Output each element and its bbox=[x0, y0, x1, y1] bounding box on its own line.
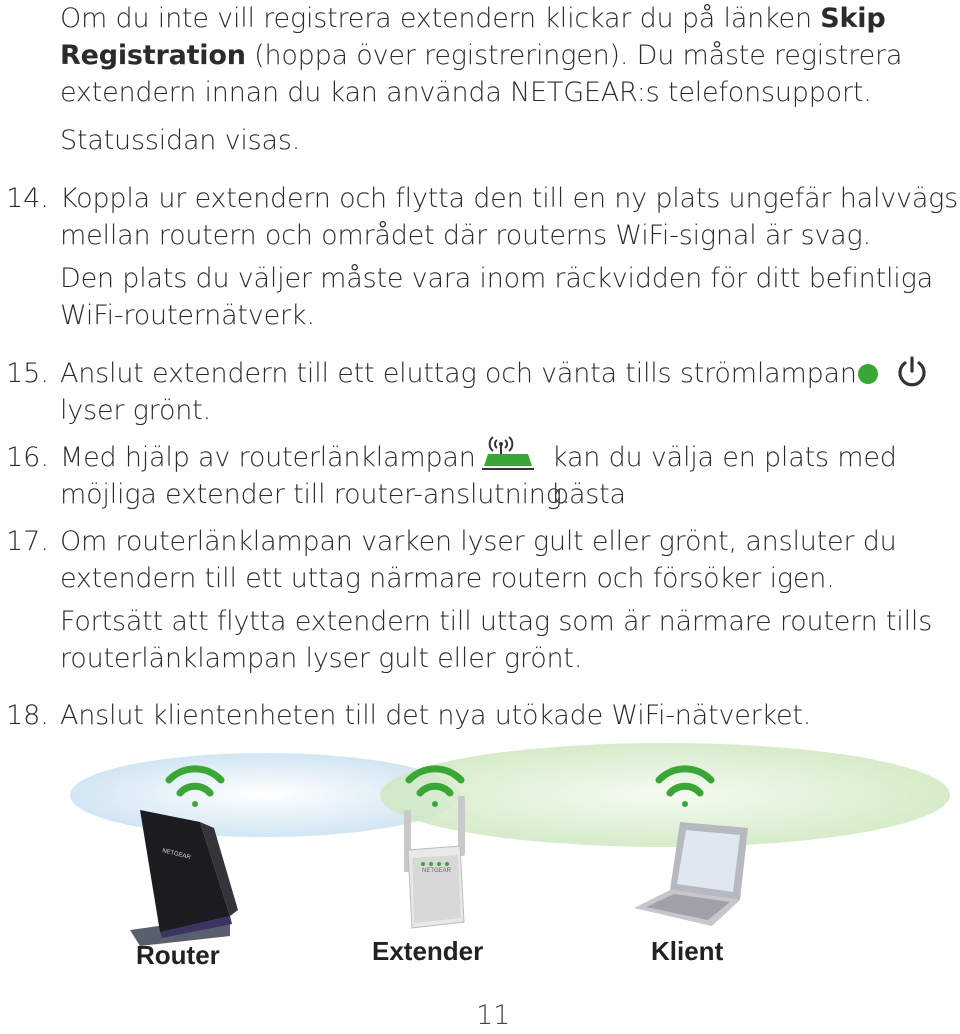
step-line: Anslut extendern till ett eluttag och vänta tills strömlampan bbox=[60, 358, 857, 389]
router-label: Router bbox=[136, 940, 220, 970]
step-17-text bbox=[60, 523, 897, 597]
intro-text: extendern innan du kan använda NETGEAR:s telefonsupport. bbox=[60, 77, 872, 108]
client-label: Klient bbox=[651, 936, 724, 966]
step-line: Koppla ur extendern och flytta den till en ny plats ungefär halvvägs bbox=[60, 183, 959, 214]
step-17-note bbox=[60, 603, 932, 677]
step-number: 14. bbox=[6, 183, 49, 214]
step-line: extendern till ett uttag närmare routern och försöker igen. bbox=[60, 563, 835, 594]
step-16-text-cont: kan du välja en plats med bästa bbox=[552, 442, 897, 510]
power-led-icon bbox=[856, 362, 880, 386]
router-brand: NETGEAR bbox=[161, 848, 192, 861]
step-number: 18. bbox=[6, 700, 49, 731]
step-line: WiFi-routernätverk. bbox=[60, 300, 315, 331]
skip-registration-link-cont: Registration bbox=[60, 40, 246, 71]
step-line: Fortsätt att flytta extendern till uttag som är närmare routern tills bbox=[60, 606, 933, 637]
extender-label: Extender bbox=[372, 936, 484, 966]
skip-registration-link: Skip bbox=[820, 3, 886, 34]
extender-coverage bbox=[380, 743, 950, 847]
step-18-text: Anslut klientenheten till det nya utökade WiFi-nätverket. bbox=[60, 700, 812, 731]
intro-text: (hoppa över registreringen). Du måste registrera bbox=[245, 40, 903, 71]
step-line: möjliga extender till router-anslutning. bbox=[60, 479, 571, 510]
intro-paragraph bbox=[60, 0, 902, 111]
step-15-text bbox=[60, 355, 857, 429]
step-line: lyser grönt. bbox=[60, 395, 211, 426]
router-link-led-icon bbox=[480, 432, 536, 472]
status-text: Statussidan visas. bbox=[60, 125, 301, 156]
step-line: Den plats du väljer måste vara inom räckvidden för ditt befintliga bbox=[60, 263, 933, 294]
step-line: Med hjälp av routerlänklampan bbox=[60, 442, 476, 473]
step-number: 15. bbox=[6, 358, 49, 389]
power-symbol-icon bbox=[894, 354, 930, 390]
step-14-note bbox=[60, 260, 933, 334]
intro-text: Om du inte vill registrera extendern klickar du på länken bbox=[60, 3, 821, 34]
step-14-text bbox=[60, 180, 958, 254]
page-number: 11 bbox=[476, 1000, 511, 1031]
step-number: 17. bbox=[6, 526, 49, 557]
step-line: mellan routern och området där routerns WiFi-signal är svag. bbox=[60, 220, 871, 251]
step-number: 16. bbox=[6, 442, 49, 473]
extender-brand: NETGEAR bbox=[422, 868, 452, 874]
step-line: Om routerlänklampan varken lyser gult eller grönt, ansluter du bbox=[60, 526, 897, 557]
step-line: routerlänklampan lyser gult eller grönt. bbox=[60, 643, 583, 674]
